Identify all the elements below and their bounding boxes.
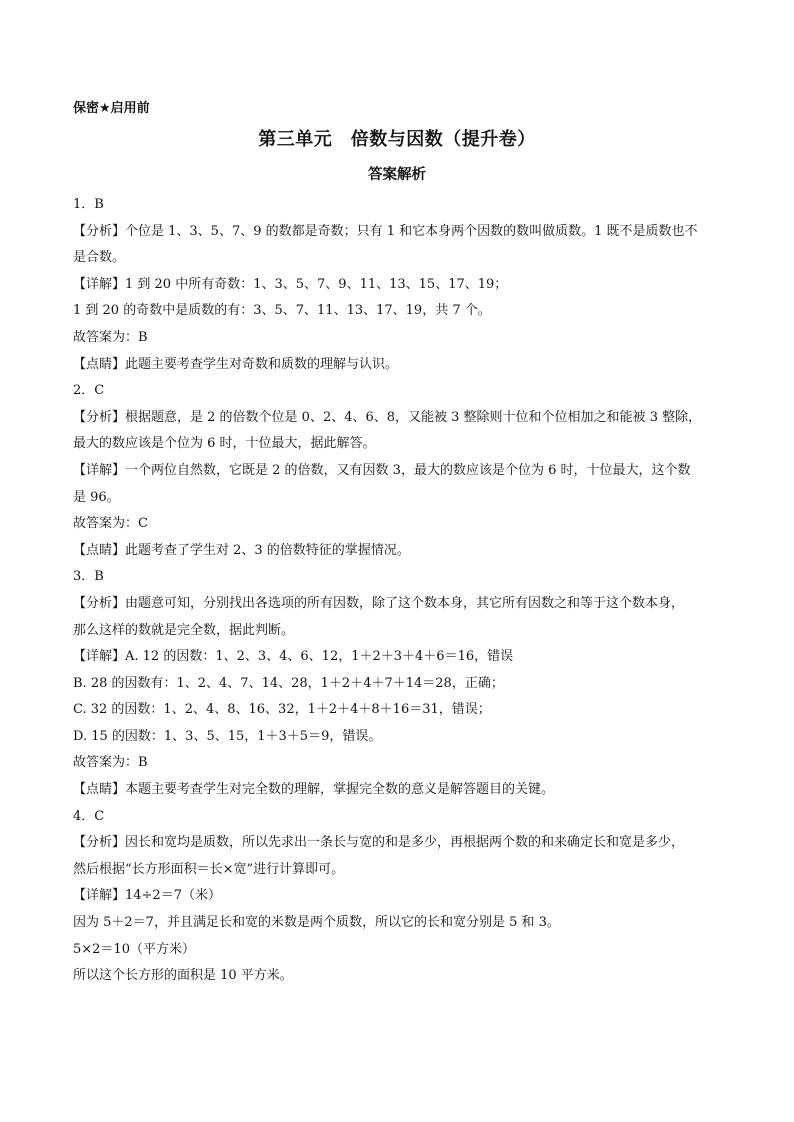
text-line: 然后根据“长方形面积＝长×宽”进行计算即可。	[73, 861, 345, 877]
text-line: 5×2＝10（平方米）	[73, 941, 195, 957]
text-line: 1 到 20 的奇数中是质数的有：3、5、7、11、13、17、19，共 7 个。	[73, 303, 491, 319]
text-line: 故答案为：C	[73, 516, 148, 532]
text-line: 【点睛】此题主要考查学生对奇数和质数的理解与认识。	[73, 356, 399, 372]
text-line: 【点睛】此题考查了学生对 2、3 的倍数特征的掌握情况。	[73, 542, 410, 558]
text-line: 【分析】由题意可知，分别找出各选项的所有因数，除了这个数本身，其它所有因数之和等于这个数本身，	[73, 595, 685, 611]
text-line: 1．B	[73, 197, 104, 212]
text-line: 是合数。	[73, 250, 126, 266]
answer-content	[73, 192, 723, 990]
text-line: B. 28 的因数有：1、2、4、7、14、28，1＋2＋4＋7＋14＝28，正确；	[73, 675, 504, 691]
text-line: 最大的数应该是个位为 6 时，十位最大，据此解答。	[73, 436, 376, 452]
text-line: 【详解】一个两位自然数，它既是 2 的倍数，又有因数 3，最大的数应该是个位为 6 时，十位最大，这个数	[73, 462, 691, 478]
text-line: C. 32 的因数：1、2、4、8、16、32，1＋2＋4＋8＋16＝31，错误；	[73, 702, 491, 718]
text-line: 2．C	[73, 383, 105, 399]
text-line: 故答案为：B	[73, 755, 148, 771]
page-title: 第三单元 倍数与因数（提升卷）	[258, 129, 536, 150]
text-line: 故答案为：B	[73, 329, 148, 345]
text-line: 【详解】A. 12 的因数：1、2、3、4、6、12，1＋2＋3＋4＋6＝16，错误	[73, 649, 514, 665]
text-line: 【详解】1 到 20 中所有奇数：1、3、5、7、9、11、13、15、17、19；	[73, 276, 508, 292]
text-line: 【分析】因长和宽均是质数，所以先求出一条长与宽的和是多少，再根据两个数的和来确定长和宽是多少，	[73, 835, 685, 851]
text-line: 4．C	[73, 808, 105, 824]
text-line: 3．B	[73, 569, 104, 585]
text-line: 因为 5＋2＝7，并且满足长和宽的米数是两个质数，所以它的长和宽分别是 5 和 3。	[73, 915, 560, 931]
text-line: 所以这个长方形的面积是 10 平方米。	[73, 968, 293, 984]
page-subtitle: 答案解析	[368, 167, 426, 183]
text-line: 是 96。	[73, 489, 120, 505]
text-line: 【分析】个位是 1、3、5、7、9 的数都是奇数；只有 1 和它本身两个因数的数叫做质数。1 既不是质数也不	[73, 223, 698, 239]
text-line: 【分析】根据题意，是 2 的倍数个位是 0、2、4、6、8，又能被 3 整除则十位和个位相加之和能被 3 整除，	[73, 409, 702, 425]
text-line: 【详解】14÷2＝7（米）	[73, 888, 221, 904]
text-line: 【点睛】本题主要考查学生对完全数的理解，掌握完全数的意义是解答题目的关键。	[73, 782, 555, 798]
text-line: 那么这样的数就是完全数，据此判断。	[73, 622, 295, 638]
confidential-label: 保密★启用前	[73, 101, 150, 116]
text-line: D. 15 的因数：1、3、5、15，1＋3＋5＝9，错误。	[73, 728, 382, 744]
